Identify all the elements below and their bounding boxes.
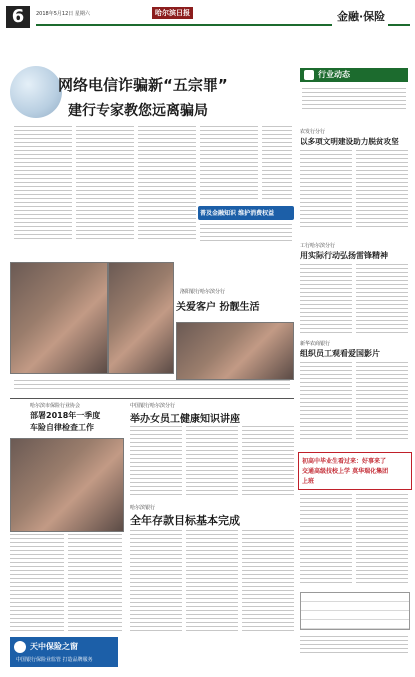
article-insurance-title-line1: 部署2018年一季度 [30, 411, 101, 420]
article-boc-kicker: 哈尔滨银行 [130, 505, 156, 511]
page-number: 6 [11, 6, 25, 27]
article-ccb-title: 组织员工观看爱国影片 [300, 349, 380, 358]
photo-feature-mid [108, 262, 174, 374]
lead-title-line2: 建行专家教您远离骗局 [68, 103, 208, 119]
article-ccb-col2 [356, 362, 408, 442]
news-column-body [302, 88, 406, 112]
article-cmbc-col3 [242, 426, 294, 498]
article-cmbc-col2 [186, 426, 238, 498]
photo-feature-right [176, 322, 294, 380]
article-tongxun-kicker: 农发行分行 [300, 129, 326, 135]
article-stocks-title-line2: 交通高级技校上学 莫华瑞化集团 [302, 468, 389, 475]
article-ccb-col1 [300, 362, 352, 442]
article-stocks-col2 [356, 494, 408, 586]
article-icbc-col1 [300, 264, 352, 334]
footer-text [300, 636, 408, 656]
news-column-label: 行业动态 [318, 70, 350, 79]
article-boc-col1 [130, 530, 182, 634]
article-boc-col2 [186, 530, 238, 634]
photo-feature-caption [14, 380, 290, 392]
footer-banner-title: 天中保险之窗 [30, 642, 78, 651]
header-rule-right [388, 24, 410, 26]
article-insurance-body-col2 [68, 534, 122, 634]
article-ccb-kicker: 新华农商银行 [300, 341, 331, 347]
header-rule [36, 24, 332, 26]
lead-body-col1 [14, 126, 72, 242]
article-insurance-kicker: 哈尔滨市保险行业协会 [30, 403, 81, 409]
article-stocks-table [300, 592, 410, 630]
article-icbc-title: 用实际行动弘扬雷锋精神 [300, 251, 388, 260]
article-boc-title: 全年存款目标基本完成 [130, 514, 240, 527]
section-divider [10, 398, 294, 399]
article-icbc-col2 [356, 264, 408, 334]
article-boc-col3 [242, 530, 294, 634]
article-cmbc-title: 举办女员工健康知识讲座 [130, 414, 240, 425]
article-insurance-title-line2: 车险自律检查工作 [30, 423, 94, 432]
lead-body-tail [200, 224, 292, 242]
section-title: 金融·保险 [337, 10, 386, 23]
article-insurance-photo [10, 438, 124, 532]
article-icbc-kicker: 工行哈尔滨分行 [300, 243, 336, 249]
footer-banner-subtitle: 中国银行保险业监管 打造品牌服务 [16, 657, 93, 663]
news-column-icon [304, 70, 314, 80]
article-tongxun-title: 以多项文明建设助力脱贫攻坚 [300, 137, 399, 146]
lead-body-col4 [200, 126, 258, 202]
lead-body-col2 [76, 126, 134, 242]
article-tongxun-col2 [356, 150, 408, 230]
date-line: 2018年5月12日 星期六 [36, 11, 90, 17]
lead-body-col3 [138, 126, 196, 242]
footer-banner-icon [14, 641, 26, 653]
photo-feature-title: 关爱客户 扮靓生活 [176, 302, 260, 313]
article-stocks-title-line1: 初高中毕业生看过来：好事来了 [302, 458, 387, 465]
photo-feature-kicker: 洛阳银行哈尔滨分行 [180, 289, 226, 295]
lead-body-col5 [262, 126, 292, 202]
article-insurance-body-col1 [10, 534, 64, 634]
article-cmbc-kicker: 中国银行哈尔滨分行 [130, 403, 176, 409]
news-column-header [300, 68, 408, 82]
article-cmbc-col1 [130, 426, 182, 498]
photo-feature-left [10, 262, 108, 374]
article-stocks-title-line3: 上班 [302, 478, 315, 485]
lead-banner-text: 普及金融知识 维护消费权益 [200, 210, 275, 217]
lead-globe-icon [10, 66, 62, 118]
masthead: 哈尔滨日报 [152, 7, 193, 19]
lead-title-line1: 网络电信诈骗新“五宗罪” [58, 76, 228, 94]
article-tongxun-col1 [300, 150, 352, 230]
article-stocks-col1 [300, 494, 352, 586]
